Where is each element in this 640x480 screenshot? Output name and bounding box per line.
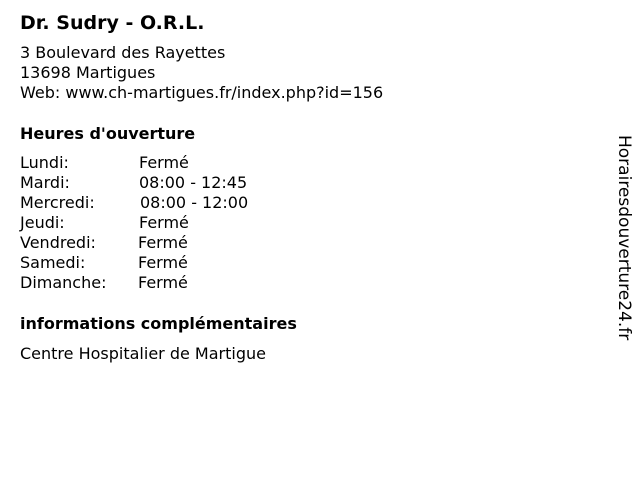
day-label: Dimanche: [20, 273, 107, 292]
day-label: Mardi: [20, 173, 70, 192]
day-label: Lundi: [20, 153, 69, 172]
hours-value: 08:00 - 12:45 [139, 173, 248, 192]
hours-row-saturday [20, 253, 300, 273]
additional-info-text: Centre Hospitalier de Martigue [20, 344, 266, 363]
day-label: Mercredi: [20, 193, 95, 212]
address-block [20, 43, 383, 103]
day-label: Jeudi: [20, 213, 65, 232]
hours-value: 08:00 - 12:00 [140, 193, 249, 212]
hours-value: Fermé [138, 253, 188, 272]
hours-value: Fermé [139, 153, 189, 172]
day-label: Vendredi: [20, 233, 96, 252]
hours-row-wednesday [20, 193, 300, 213]
additional-info-heading: informations complémentaires [20, 314, 297, 333]
opening-hours-table [20, 153, 300, 293]
hours-value: Fermé [139, 213, 189, 232]
hours-row-sunday [20, 273, 300, 293]
hours-value: Fermé [138, 273, 188, 292]
hours-row-tuesday [20, 173, 300, 193]
hours-row-friday [20, 233, 300, 253]
day-label: Samedi: [20, 253, 86, 272]
site-watermark: Horairesdouverture24.fr [614, 135, 634, 341]
address-street: 3 Boulevard des Rayettes [20, 43, 226, 62]
hours-row-monday [20, 153, 300, 173]
hours-row-thursday [20, 213, 300, 233]
opening-hours-heading: Heures d'ouverture [20, 124, 196, 143]
address-city: 13698 Martigues [20, 63, 156, 82]
website-link[interactable]: Web: www.ch-martigues.fr/index.php?id=156 [20, 83, 384, 102]
hours-value: Fermé [138, 233, 188, 252]
page-title: Dr. Sudry - O.R.L. [20, 12, 205, 34]
